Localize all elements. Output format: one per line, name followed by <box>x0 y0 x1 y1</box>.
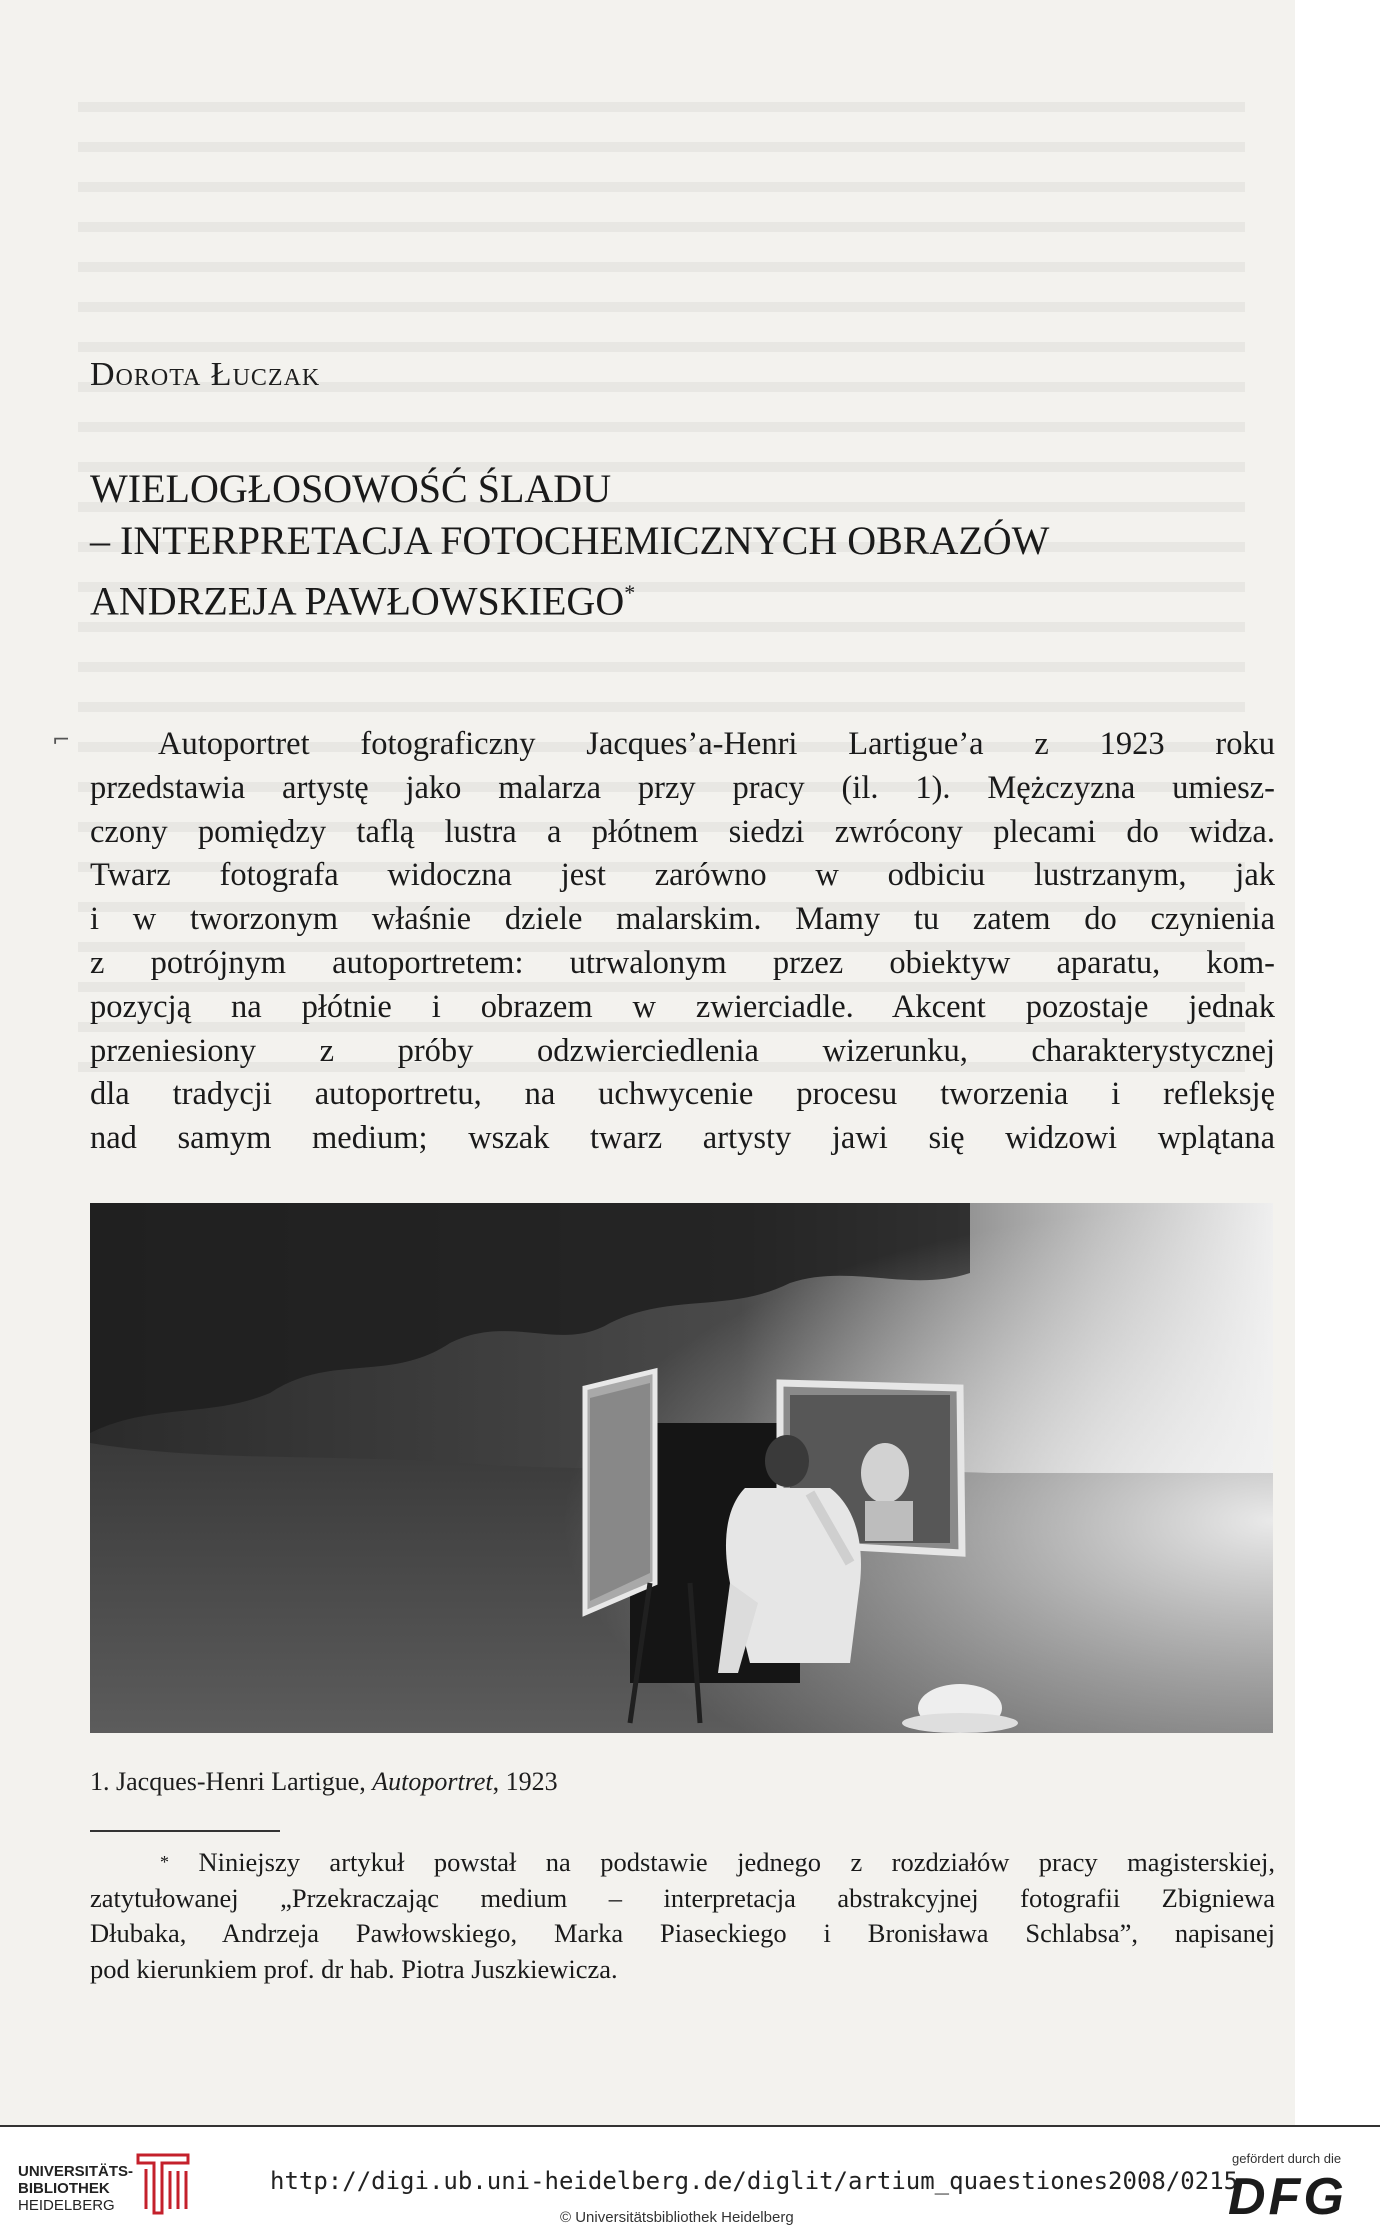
lartigue-self-portrait-photo <box>90 1203 1273 1733</box>
body-line: Autoportret fotograficzny Jacques’a-Henri Lartigue’a z 1923 roku <box>158 726 1275 762</box>
copyright-notice: © Universitätsbibliothek Heidelberg <box>560 2209 794 2226</box>
article-title <box>90 463 1190 627</box>
caption-prefix: 1. Jacques-Henri Lartigue, <box>90 1767 373 1796</box>
caption-suffix: , 1923 <box>492 1767 558 1796</box>
body-line: przeniesiony z próby odzwierciedlenia wizerunku, charakterystycznej <box>90 1032 1275 1069</box>
funding-note: gefördert durch die <box>1232 2151 1342 2166</box>
library-line-2: BIBLIOTHEK <box>18 2180 110 2197</box>
body-line: czony pomiędzy taflą lustra a płótnem siedzi zwrócony plecami do widza. <box>90 813 1275 850</box>
title-line-3-text: ANDRZEJA PAWŁOWSKIEGO <box>90 578 625 624</box>
library-line-3: HEIDELBERG <box>18 2197 115 2214</box>
page-permalink[interactable]: http://digi.ub.uni-heidelberg.de/diglit/artium_quaestiones2008/0215 <box>270 2167 1239 2195</box>
body-line: z potrójnym autoportretem: utrwalonym przez obiektyw aparatu, kom- <box>90 944 1275 981</box>
library-logo-icon <box>132 2149 194 2219</box>
author-last-name: Łuczak <box>210 356 321 393</box>
footnote-separator <box>90 1830 280 1832</box>
title-footnote-mark: * <box>624 580 636 605</box>
author-first-name: Dorota <box>90 356 202 393</box>
footnote-line-last: pod kierunkiem prof. dr hab. Piotra Juszkiewicza. <box>90 1953 618 1984</box>
title-line-2: – INTERPRETACJA FOTOCHEMICZNYCH OBRAZÓW <box>90 518 1050 563</box>
footnote <box>90 1845 1275 1987</box>
body-line: przedstawia artystę jako malarza przy pracy (il. 1). Mężczyzna umiesz- <box>90 769 1275 806</box>
footnote-line: zatytułowanej „Przekraczając medium – interpretacja abstrakcyjnej fotografii Zbigniewa <box>90 1882 1275 1913</box>
body-line: i w tworzonym właśnie dziele malarskim. Mamy tu zatem do czynienia <box>90 901 1275 938</box>
dfg-logo: DFG <box>1228 2168 1347 2226</box>
body-paragraph <box>90 723 1275 1161</box>
title-line-3 <box>90 567 1190 627</box>
footnote-line <box>90 1845 1275 1881</box>
title-line-1: WIELOGŁOSOWOŚĆ ŚLADU <box>90 466 612 511</box>
library-line-1: UNIVERSITÄTS- <box>18 2163 134 2180</box>
scan-tick-mark: ⌐ <box>52 728 71 753</box>
caption-title: Autoportret <box>372 1767 493 1796</box>
digitization-footer <box>0 2125 1380 2238</box>
figure-caption <box>90 1767 558 1797</box>
footnote-line: Dłubaka, Andrzeja Pawłowskiego, Marka Piaseckiego i Bronisława Schlabsa”, napisanej <box>90 1918 1275 1948</box>
footnote-mark: * <box>160 1852 169 1872</box>
library-name <box>18 2163 133 2214</box>
footnote-line-1-text: Niniejszy artykuł powstał na podstawie jednego z rozdziałów pracy magisterskiej, <box>198 1847 1275 1877</box>
body-line: dla tradycji autoportretu, na uchwycenie procesu tworzenia i refleksję <box>90 1076 1275 1113</box>
body-line: pozycją na płótnie i obrazem w zwierciadle. Akcent pozostaje jednak <box>90 988 1275 1025</box>
author-name <box>90 356 320 394</box>
body-line: nad samym medium; wszak twarz artysty jawi się widzowi wplątana <box>90 1120 1275 1157</box>
body-line: Twarz fotografa widoczna jest zarówno w odbiciu lustrzanym, jak <box>90 857 1275 894</box>
